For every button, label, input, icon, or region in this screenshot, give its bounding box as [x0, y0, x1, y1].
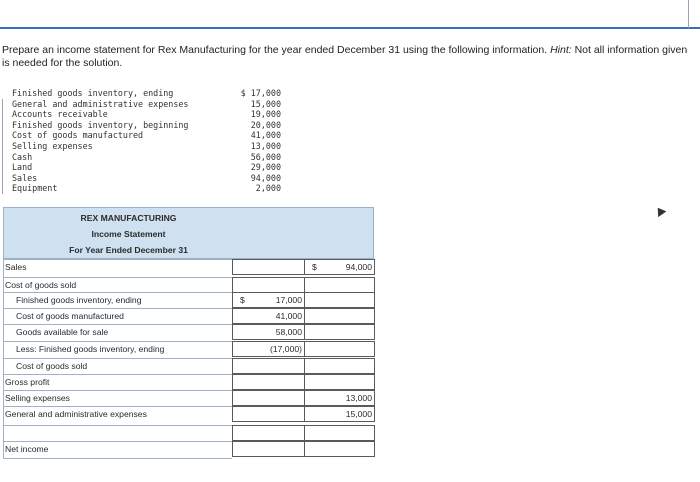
row-separator — [3, 277, 232, 278]
currency-symbol: $ — [240, 295, 245, 305]
amount-input-col1[interactable] — [232, 259, 305, 275]
given-data-label: Sales — [12, 172, 38, 183]
statement-row-label: Net income — [5, 444, 49, 454]
amount-input-col1[interactable] — [232, 425, 305, 441]
given-data-value: 56,000 — [250, 151, 281, 162]
amount-input-col1[interactable] — [232, 277, 305, 293]
statement-row-label: Gross profit — [5, 377, 50, 387]
amount-input-col2[interactable]: 15,000 — [304, 406, 375, 422]
statement-row-label: General and administrative expenses — [5, 409, 147, 419]
row-separator — [3, 292, 232, 293]
row-separator — [3, 358, 232, 359]
currency-symbol: $ — [312, 262, 317, 272]
amount-input-col1[interactable]: 17,000 — [232, 292, 305, 308]
row-separator — [3, 374, 232, 375]
company-name: REX MANUFACTURING — [80, 213, 177, 223]
given-data-value: 13,000 — [250, 140, 281, 151]
statement-row-label: Goods available for sale — [16, 327, 109, 337]
row-separator — [3, 425, 232, 426]
given-data-label: Land — [12, 162, 33, 173]
given-data-value: 20,000 — [250, 119, 281, 130]
hint-text: Not all information given is needed for the solution. — [2, 44, 688, 69]
question-instructions — [2, 44, 692, 69]
amount-input-col2[interactable] — [304, 292, 375, 308]
given-data-label: Finished goods inventory, ending — [12, 88, 174, 98]
row-separator — [3, 390, 232, 391]
row-separator — [3, 341, 232, 342]
statement-row-label: Finished goods inventory, ending — [16, 295, 142, 305]
given-data-label: Equipment — [12, 183, 58, 194]
row-separator — [3, 324, 232, 325]
given-data-value: 94,000 — [250, 172, 281, 183]
given-data-label: General and administrative expenses — [12, 98, 189, 109]
given-data-value: 15,000 — [250, 98, 281, 109]
amount-input-col2[interactable]: 94,000 — [304, 259, 375, 275]
statement-row-label: Selling expenses — [5, 393, 70, 403]
row-separator — [3, 458, 232, 459]
statement-row-label: Cost of goods sold — [16, 361, 88, 371]
row-separator — [3, 259, 232, 260]
amount-input-col1[interactable]: 41,000 — [232, 308, 305, 324]
amount-input-col2[interactable] — [304, 358, 375, 374]
given-data-value: 41,000 — [250, 130, 281, 141]
given-data-label: Finished goods inventory, beginning — [12, 119, 189, 130]
instructions-text: Prepare an income statement for Rex Manufacturing for the year ended December 31 using the following information. — [2, 44, 548, 56]
amount-input-col1[interactable] — [232, 374, 305, 390]
amount-input-col1[interactable] — [232, 358, 305, 374]
statement-row-label: Cost of goods manufactured — [16, 311, 124, 321]
given-data-label: Cash — [12, 151, 33, 162]
table-left-border — [3, 259, 4, 459]
given-data-value: $ 17,000 — [240, 88, 281, 98]
amount-input-col2[interactable] — [304, 441, 375, 457]
amount-input-col2[interactable]: 13,000 — [304, 390, 375, 406]
mouse-cursor-icon — [654, 205, 667, 217]
row-separator — [3, 406, 232, 407]
amount-input-col1[interactable] — [232, 441, 305, 457]
window-edge — [688, 0, 689, 28]
given-data-label: Selling expenses — [12, 140, 93, 151]
given-data-value: 19,000 — [250, 109, 281, 120]
given-data-value: 2,000 — [255, 183, 281, 194]
amount-input-col2[interactable] — [304, 425, 375, 441]
row-separator — [3, 308, 232, 309]
amount-input-col2[interactable] — [304, 374, 375, 390]
amount-input-col1[interactable] — [232, 390, 305, 406]
given-data-bar — [2, 99, 3, 194]
given-data-label: Accounts receivable — [12, 109, 108, 120]
amount-input-col2[interactable] — [304, 277, 375, 293]
amount-input-col1[interactable]: 58,000 — [232, 324, 305, 340]
statement-title: Income Statement — [91, 229, 166, 239]
amount-input-col1[interactable] — [232, 406, 305, 422]
row-separator — [3, 441, 232, 442]
amount-input-col1[interactable]: (17,000) — [232, 341, 305, 357]
statement-row-label: Sales — [5, 262, 27, 272]
amount-input-col2[interactable] — [304, 308, 375, 324]
hint-label: Hint: — [550, 44, 572, 56]
amount-input-col2[interactable] — [304, 324, 375, 340]
statement-header — [3, 207, 374, 259]
statement-period: For Year Ended December 31 — [69, 245, 188, 255]
statement-row-label: Cost of goods sold — [5, 280, 77, 290]
given-data-label: Cost of goods manufactured — [12, 130, 144, 141]
amount-input-col2[interactable] — [304, 341, 375, 357]
top-border — [0, 27, 700, 29]
statement-row-label: Less: Finished goods inventory, ending — [16, 344, 165, 354]
given-data-value: 29,000 — [250, 162, 281, 173]
